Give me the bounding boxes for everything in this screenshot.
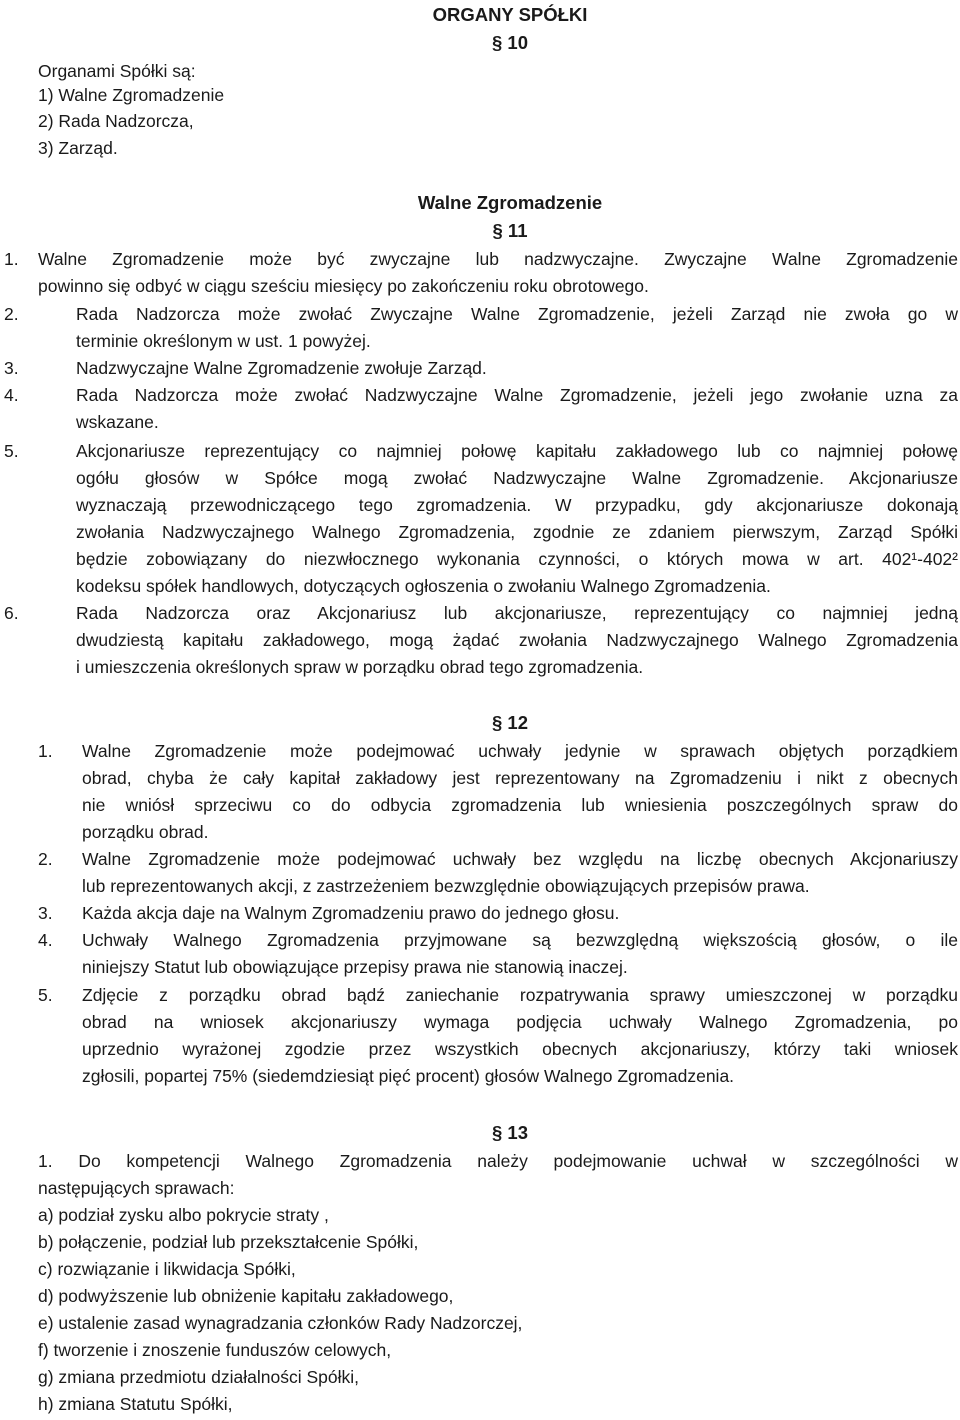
paragraph-12-heading: § 12	[491, 712, 528, 733]
list-item-number: 4.	[38, 930, 53, 950]
s13-intro: 1. Do kompetencji Walnego Zgromadzenia należy podejmowanie uchwał w szczególności w następujących sprawach:	[38, 1151, 958, 1198]
list-item-number: 4.	[4, 385, 19, 405]
list-item-number: 5.	[38, 985, 53, 1005]
list-item-number: 3.	[38, 903, 53, 923]
paragraph-13-heading: § 13	[491, 1122, 528, 1143]
list-item: h) zmiana Statutu Spółki,	[38, 1394, 233, 1414]
list-item-number: 5.	[4, 441, 19, 461]
list-item: Rada Nadzorcza oraz Akcjonariusz lub akcjonariusze, reprezentujący co najmniej jedną dwudziestą kapitału zakładowego, mogą żądać zwołania Nadzwyczajnego Walnego Zgromadzenia i umieszczenia określonych spraw w porządku obrad tego zgromadzenia.	[76, 603, 958, 677]
section-title-walne: Walne Zgromadzenie	[417, 192, 603, 213]
organs-intro: Organami Spółki są:	[38, 61, 196, 81]
organs-item: 2) Rada Nadzorcza,	[38, 111, 194, 131]
list-item: Rada Nadzorcza może zwołać Nadzwyczajne Walne Zgromadzenie, jeżeli jego zwołanie uzna za wskazane.	[76, 385, 958, 432]
paragraph-11-heading: § 11	[492, 220, 528, 241]
list-item: c) rozwiązanie i likwidacja Spółki,	[38, 1259, 296, 1279]
organs-item: 3) Zarząd.	[38, 138, 118, 158]
list-item-number: 6.	[4, 603, 19, 623]
list-item-number: 1.	[38, 741, 53, 761]
list-item-number: 1.	[4, 249, 19, 269]
list-item: Uchwały Walnego Zgromadzenia przyjmowane są bezwzględną większością głosów, o ile niniejszy Statut lub obowiązujące przepisy prawa nie stanowią inaczej.	[82, 930, 958, 977]
list-item: Rada Nadzorcza może zwołać Zwyczajne Walne Zgromadzenie, jeżeli Zarząd nie zwoła go w terminie określonym w ust. 1 powyżej.	[76, 304, 958, 351]
list-item-number: 3.	[4, 358, 19, 378]
paragraph-10-heading: § 10	[491, 32, 528, 53]
list-item: Walne Zgromadzenie może podejmować uchwały jedynie w sprawach objętych porządkiem obrad, chyba że cały kapitał zakładowy jest reprezentowany na Zgromadzeniu i nikt z obecnych nie wniósł sprzeciwu co do odbycia zgromadzenia lub wniesienia poszczególnych spraw do porządku obrad.	[82, 741, 958, 842]
list-item: g) zmiana przedmiotu działalności Spółki,	[38, 1367, 359, 1387]
list-item: b) połączenie, podział lub przekształcenie Spółki,	[38, 1232, 419, 1252]
organs-item: 1) Walne Zgromadzenie	[38, 85, 225, 105]
list-item: f) tworzenie i znoszenie funduszów celowych,	[38, 1340, 392, 1360]
list-item: Zdjęcie z porządku obrad bądź zaniechanie rozpatrywania sprawy umieszczonej w porządku obrad na wniosek akcjonariuszy wymaga podjęcia uchwały Walnego Zgromadzenia, po uprzednio wyrażonej zgodzie przez wszystkich obecnych akcjonariuszy, którzy taki wniosek zgłosili, popartej 75% (siedemdziesiąt pięć procent) głosów Walnego Zgromadzenia.	[82, 985, 958, 1086]
list-item: a) podział zysku albo pokrycie straty ,	[38, 1205, 329, 1225]
list-item-number: 2.	[4, 304, 19, 324]
list-item: d) podwyższenie lub obniżenie kapitału zakładowego,	[38, 1286, 454, 1306]
section-title-organy: ORGANY SPÓŁKI	[432, 4, 588, 25]
list-item: Każda akcja daje na Walnym Zgromadzeniu prawo do jednego głosu.	[82, 903, 620, 923]
list-item: Walne Zgromadzenie może być zwyczajne lub nadzwyczajne. Zwyczajne Walne Zgromadzenie powinno się odbyć w ciągu sześciu miesięcy po zakończeniu roku obrotowego.	[38, 249, 958, 296]
list-item: Walne Zgromadzenie może podejmować uchwały bez względu na liczbę obecnych Akcjonariuszy lub reprezentowanych akcji, z zastrzeżeniem bezwzględnie obowiązujących przepisów prawa.	[82, 849, 958, 896]
list-item: Nadzwyczajne Walne Zgromadzenie zwołuje Zarząd.	[76, 358, 487, 378]
list-item-number: 2.	[38, 849, 53, 869]
list-item: e) ustalenie zasad wynagradzania członków Rady Nadzorczej,	[38, 1313, 523, 1333]
list-item: Akcjonariusze reprezentujący co najmniej połowę kapitału zakładowego lub co najmniej połowę ogółu głosów w Spółce mogą zwołać Nadzwyczajne Walne Zgromadzenie. Akcjonariusze wyznaczają przewodniczącego tego zgromadzenia. W przypadku, gdy akcjonariusze dokonają zwołania Nadzwyczajnego Walnego Zgromadzenia, zgodnie ze zdaniem pierwszym, Zarząd Spółki będzie zobowiązany do niezwłocznego wykonania czynności, o których mowa w art. 402¹-402² kodeksu spółek handlowych, dotyczących ogłoszenia o zwołaniu Walnego Zgromadzenia.	[76, 441, 958, 596]
